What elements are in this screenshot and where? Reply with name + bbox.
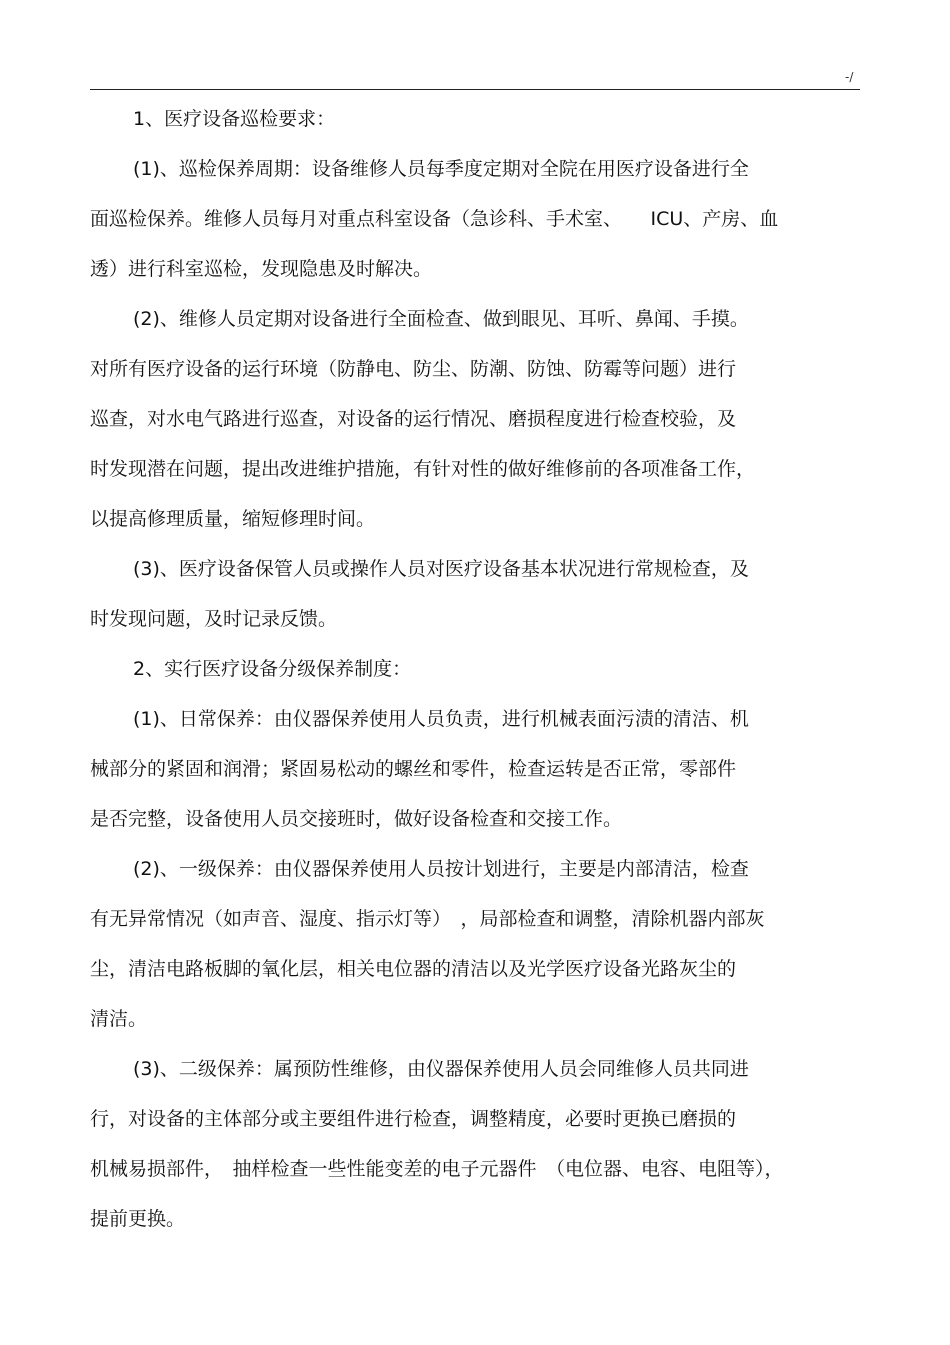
paragraph-line: 面巡检保养。维修人员每月对重点科室设备（急诊科、手术室、 ICU、产房、血 <box>90 208 779 230</box>
paragraph-line: (2)、维修人员定期对设备进行全面检查、做到眼见、耳听、鼻闻、手摸。 <box>133 308 749 330</box>
paragraph-line: 清洁。 <box>90 1008 148 1030</box>
paragraph-line: 尘，清洁电路板脚的氧化层，相关电位器的清洁以及光学医疗设备光路灰尘的 <box>90 958 737 980</box>
paragraph-line: (2)、一级保养：由仪器保养使用人员按计划进行，主要是内部清洁，检查 <box>133 858 749 880</box>
paragraph-line: 机械易损部件， 抽样检查一些性能变差的电子元器件 （电位器、电容、电阻等）， <box>90 1158 784 1180</box>
paragraph-line: 巡查，对水电气路进行巡查，对设备的运行情况、磨损程度进行检查校验，及 <box>90 408 737 430</box>
paragraph-line: 行，对设备的主体部分或主要组件进行检查，调整精度，必要时更换已磨损的 <box>90 1108 737 1130</box>
paragraph-line: (3)、医疗设备保管人员或操作人员对医疗设备基本状况进行常规检查，及 <box>133 558 749 580</box>
paragraph-line: 有无异常情况（如声音、湿度、指示灯等） ，局部检查和调整，清除机器内部灰 <box>90 908 765 930</box>
paragraph-line: 提前更换。 <box>90 1208 186 1230</box>
section-heading-1: 1、医疗设备巡检要求： <box>133 108 336 130</box>
paragraph-line: 透）进行科室巡检，发现隐患及时解决。 <box>90 258 433 280</box>
paragraph-line: 是否完整，设备使用人员交接班时，做好设备检查和交接工作。 <box>90 808 623 830</box>
paragraph-line: (3)、二级保养：属预防性维修，由仪器保养使用人员会同维修人员共同进 <box>133 1058 749 1080</box>
header-rule <box>90 89 860 90</box>
paragraph-line: 械部分的紧固和润滑；紧固易松动的螺丝和零件，检查运转是否正常，零部件 <box>90 758 737 780</box>
paragraph-line: 时发现问题，及时记录反馈。 <box>90 608 338 630</box>
paragraph-line: 以提高修理质量，缩短修理时间。 <box>90 508 376 530</box>
page-mark: -/ <box>845 70 854 84</box>
section-heading-2: 2、实行医疗设备分级保养制度： <box>133 658 412 680</box>
paragraph-line: (1)、日常保养：由仪器保养使用人员负责，进行机械表面污渍的清洁、机 <box>133 708 749 730</box>
paragraph-line: (1)、巡检保养周期：设备维修人员每季度定期对全院在用医疗设备进行全 <box>133 158 749 180</box>
paragraph-line: 对所有医疗设备的运行环境（防静电、防尘、防潮、防蚀、防霉等问题）进行 <box>90 358 737 380</box>
paragraph-line: 时发现潜在问题，提出改进维护措施，有针对性的做好维修前的各项准备工作， <box>90 458 756 480</box>
